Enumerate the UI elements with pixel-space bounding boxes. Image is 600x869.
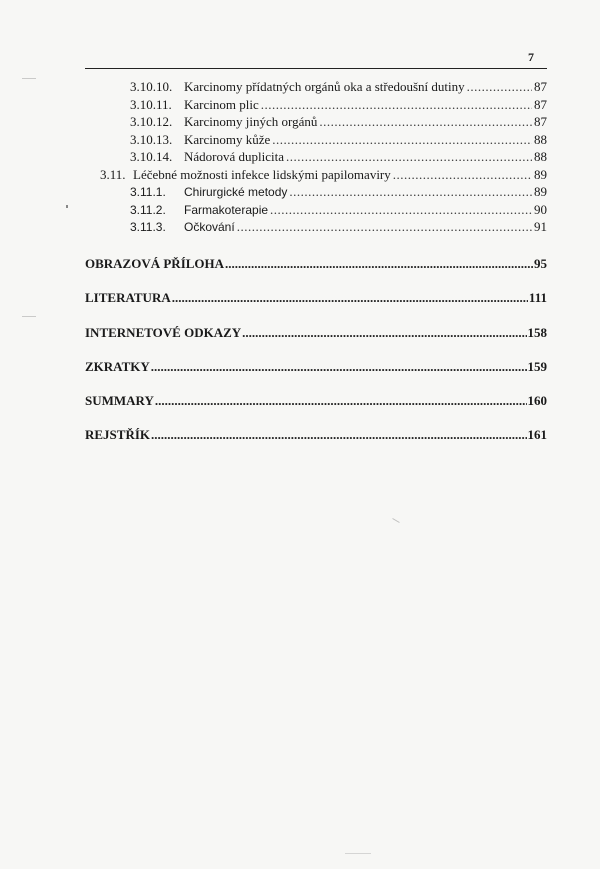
- chapter-title: LITERATURA: [85, 290, 171, 306]
- chapter-entry: [85, 391, 547, 425]
- toc-entry-title: Karcinomy kůže: [184, 131, 271, 147]
- scan-speck: [22, 78, 36, 79]
- toc-entry: [85, 183, 547, 201]
- table-of-contents: [85, 78, 547, 236]
- toc-entry-title: Karcinomy jiných orgánů: [184, 114, 318, 129]
- dot-leader: [272, 131, 532, 149]
- toc-entry-page: 91: [534, 219, 547, 234]
- toc-entry-number: 3.10.10.: [130, 79, 173, 94]
- dot-leader: [289, 183, 532, 201]
- chapter-list: [85, 254, 547, 460]
- chapter-page: 160: [527, 393, 547, 409]
- toc-entry-page: 89: [534, 184, 547, 199]
- toc-entry: [85, 113, 547, 131]
- toc-entry: [85, 96, 547, 114]
- dot-leader: [237, 218, 532, 236]
- scan-speck: [345, 853, 371, 854]
- dot-leader: [467, 78, 532, 96]
- chapter-title: SUMMARY: [85, 393, 154, 409]
- toc-entry-title: Karcinom plic: [184, 96, 259, 112]
- toc-entry: [85, 201, 547, 219]
- toc-entry-page: 88: [534, 149, 547, 164]
- toc-entry-title: Léčebné možnosti infekce lidskými papilomaviry: [133, 166, 391, 182]
- scan-speck: [392, 518, 399, 523]
- toc-entry-title: Chirurgické metody: [184, 185, 288, 199]
- chapter-entry: [85, 425, 547, 459]
- dot-leader: [319, 113, 532, 131]
- page-number: 7: [528, 50, 534, 64]
- scan-speck: [66, 205, 68, 208]
- toc-entry: [85, 131, 547, 149]
- toc-entry-page: 90: [534, 201, 547, 217]
- scan-speck: [22, 316, 36, 317]
- chapter-title: REJSTŘÍK: [85, 427, 151, 443]
- dot-leader: [151, 357, 527, 377]
- toc-entry-page: 87: [534, 114, 547, 129]
- toc-entry: [85, 148, 547, 166]
- chapter-title: OBRAZOVÁ PŘÍLOHA: [85, 256, 225, 271]
- dot-leader: [172, 288, 528, 308]
- toc-entry-number: 3.11.3.: [130, 220, 166, 234]
- chapter-page: 159: [527, 358, 547, 374]
- toc-entry-page: 87: [534, 96, 547, 112]
- dot-leader: [393, 166, 532, 184]
- chapter-page: 161: [527, 427, 547, 443]
- toc-entry-number: 3.10.12.: [130, 114, 173, 129]
- toc-entry-page: 88: [534, 131, 547, 147]
- toc-entry-number: 3.10.14.: [130, 149, 173, 164]
- toc-entry-title: Farmakoterapie: [184, 202, 269, 217]
- toc-entry: [85, 218, 547, 236]
- toc-entry-number: 3.10.11.: [130, 96, 172, 112]
- toc-entry-number: 3.10.13.: [130, 131, 173, 147]
- chapter-entry: [85, 288, 547, 322]
- dot-leader: [242, 323, 526, 343]
- chapter-title: ZKRATKY: [85, 358, 150, 374]
- dot-leader: [286, 148, 532, 166]
- toc-entry-number: 3.11.2.: [130, 202, 166, 217]
- chapter-entry: [85, 254, 547, 288]
- dot-leader: [261, 96, 532, 114]
- dot-leader: [155, 391, 527, 411]
- dot-leader: [151, 425, 526, 445]
- toc-entry-title: Nádorová duplicita: [184, 149, 284, 164]
- header-rule: [85, 68, 547, 69]
- chapter-entry: [85, 357, 547, 391]
- chapter-entry: [85, 323, 547, 357]
- toc-entry-title: Karcinomy přídatných orgánů oka a středoušní dutiny: [184, 79, 465, 94]
- toc-entry-title: Očkování: [184, 220, 235, 234]
- toc-entry: [85, 78, 547, 96]
- chapter-title: INTERNETOVÉ ODKAZY: [85, 324, 242, 340]
- toc-entry-page: 87: [534, 79, 547, 94]
- toc-entry-page: 89: [534, 166, 547, 182]
- toc-entry-number: 3.11.: [100, 166, 126, 182]
- toc-entry-number: 3.11.1.: [130, 185, 166, 199]
- dot-leader: [225, 254, 533, 274]
- chapter-page: 111: [528, 290, 547, 306]
- toc-entry: [85, 166, 547, 184]
- dot-leader: [270, 201, 532, 219]
- chapter-page: 95: [534, 256, 547, 271]
- chapter-page: 158: [527, 324, 547, 340]
